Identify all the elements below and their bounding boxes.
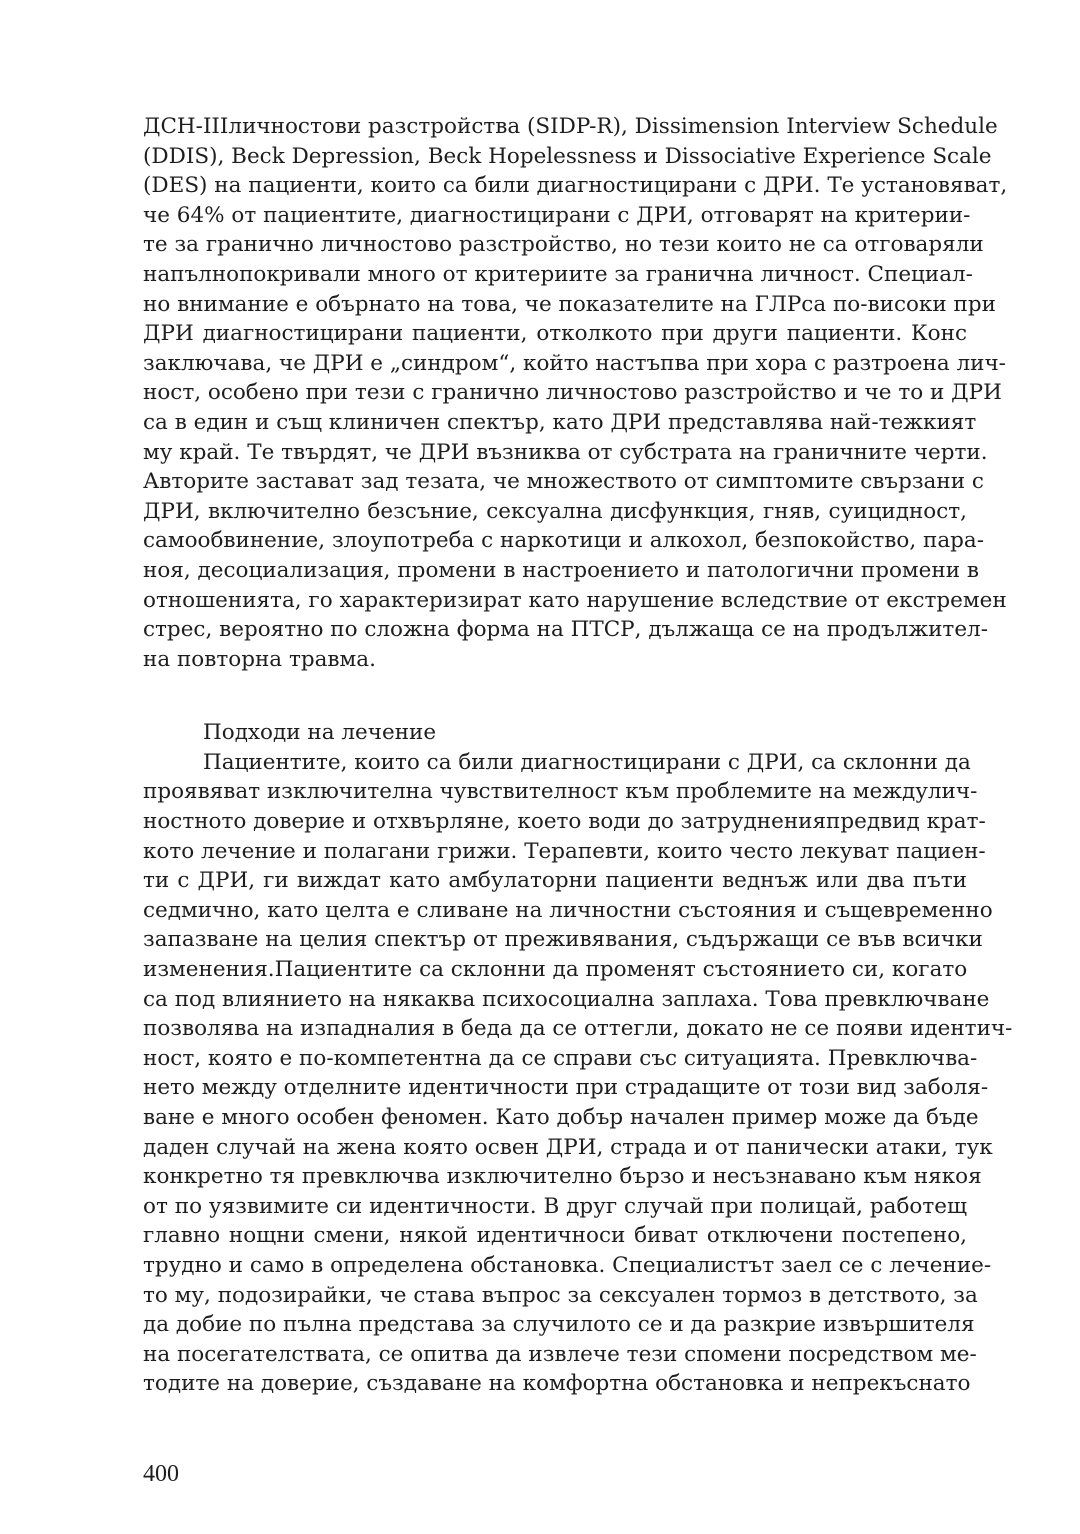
text-line: на посегателствата, се опитва да извлече тези спомени посредством ме-	[143, 1341, 977, 1367]
text-line: отношенията, го характеризират като нарушение вследствие от екстремен	[143, 587, 1007, 613]
text-line: са под влиянието на някаква психосоциална заплаха. Това превключване	[143, 986, 990, 1012]
text-line: (DDIS), Beck Depression, Beck Hopelessness и Dissociative Experience Scale	[143, 143, 992, 169]
text-line: ноя, десоциализация, промени в настроението и патологични промени в	[143, 557, 979, 583]
text-line: стрес, вероятно по сложна форма на ПТСР, дължаща се на продължител-	[143, 617, 988, 643]
text-line: то му, подозирайки, че става въпрос за сексуален тормоз в детството, за	[143, 1282, 978, 1308]
text-line: му край. Те твърдят, че ДРИ възниква от субстрата на граничните черти.	[143, 439, 988, 465]
text-line: тодите на доверие, създаване на комфортна обстановка и непрекъснато	[143, 1371, 971, 1397]
text-line: позволява на изпадналия в беда да се оттегли, докато не се появи идентич-	[143, 1016, 1013, 1042]
text-line: изменения.Пациентите са склонни да променят състоянието си, когато	[143, 957, 968, 983]
text-line: кото лечение и полагани грижи. Терапевти, които често лекуват пациен-	[143, 838, 986, 864]
text-line: са в един и същ клиничен спектър, като ДРИ представлява най-тежкият	[143, 409, 977, 435]
text-line: на повторна травма.	[143, 646, 376, 672]
text-line: ност, особено при тези с гранично личностово разстройство и че то и ДРИ	[143, 380, 1002, 406]
text-line: трудно и само в определена обстановка. Специалистът заел се с лечение-	[143, 1252, 992, 1278]
page-number: 400	[143, 1461, 179, 1487]
text-line: от по уязвимите си идентичности. В друг случай при полицай, работещ	[143, 1193, 967, 1219]
text-line: конкретно тя превключва изключително бързо и несъзнавано към някоя	[143, 1164, 982, 1190]
text-line: самообвинение, злоупотреба с наркотици и алкохол, безпокойство, пара-	[143, 528, 985, 554]
section-heading: Подходи на лечение	[203, 720, 437, 746]
text-line: (DES) на пациенти, които са били диагностицирани с ДРИ. Те установяват,	[143, 173, 1008, 199]
paragraph-1	[143, 112, 1008, 674]
text-line: ДРИ, включително безсъние, сексуална дисфункция, гняв, суицидност,	[143, 498, 967, 524]
text-line: седмично, като целта е сливане на личностни състояния и същевременно	[143, 897, 993, 923]
paragraph-2	[143, 748, 1013, 1399]
text-line: ване е много особен феномен. Като добър начален пример може да бъде	[143, 1105, 979, 1130]
text-line: ДРИ диагностицирани пациенти, отколкото при други пациенти. Конс	[143, 321, 967, 347]
text-line: че 64% от пациентите, диагностицирани с ДРИ, отговарят на критерии-	[143, 202, 971, 228]
text-line: главно нощни смени, някой идентичноси биват отключени постепено,	[143, 1223, 967, 1249]
text-line: ДСН-IIIличностови разстройства (SIDP-R), Dissimension Interview Schedule	[143, 114, 998, 139]
text-line: заключава, че ДРИ е „синдром“, който настъпва при хора с разтроена лич-	[143, 350, 1006, 376]
text-line: напълнопокривали много от критериите за гранична личност. Специал-	[143, 261, 973, 287]
text-line: те за гранично личностово разстройство, но тези които не са отговаряли	[143, 232, 984, 258]
text-line: Пациентите, които са били диагностицирани с ДРИ, са склонни да	[203, 749, 971, 775]
text-line: проявяват изключителна чувствителност към проблемите на междулич-	[143, 779, 978, 805]
text-line: ностното доверие и отхвърляне, което води до затрудненияпредвид крат-	[143, 809, 986, 835]
text-line: но внимание е обърнато на това, че показателите на ГЛРса по-високи при	[143, 291, 996, 317]
text-line: нето между отделните идентичности при страдащите от този вид заболя-	[143, 1075, 989, 1101]
body-text	[143, 112, 1013, 1399]
text-line: ност, която е по-компетентна да се справи със ситуацията. Превключва-	[143, 1045, 978, 1071]
text-line: даден случай на жена която освен ДРИ, страда и от панически атаки, тук	[143, 1134, 993, 1160]
text-line: ти с ДРИ, ги виждат като амбулаторни пациенти веднъж или два пъти	[143, 868, 967, 894]
text-line: Авторите застават зад тезата, че множеството от симптомите свързани с	[143, 469, 984, 495]
text-line: да добие по пълна представа за случилото се и да разкрие извършителя	[143, 1312, 975, 1338]
text-line: запазване на целия спектър от преживявания, съдържащи се във всички	[143, 927, 983, 953]
